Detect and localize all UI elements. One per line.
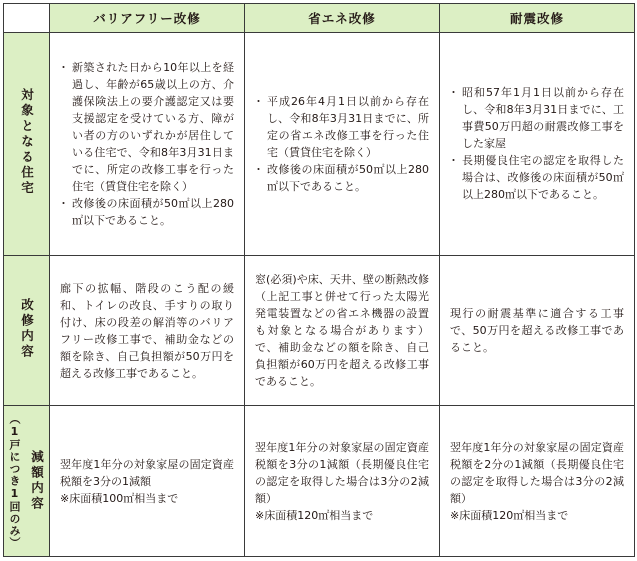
row-label-reduction: 減額内容 [29,450,45,513]
content-energy-text: 窓(必須)や床、天井、壁の断熱改修（上記工事と併せて行った太陽光発電装置などの省エネ機器の設置も対象となる場合があります）で、補助金などの額を除き、自己負担額が60万円を超える改修工事であること。 [255,273,429,389]
reduction-seismic-note: ※床面積120㎡相当まで [450,508,569,522]
header-seismic: 耐震改修 [440,4,635,33]
target-energy-item: ・ 平成26年4月1日以前から存在し、令和8年3月31日までに、所定の省エネ改修工事を行った住宅（賃貸住宅を除く） [255,93,429,161]
row-head-content [4,255,50,406]
row-label-content: 改修内容 [19,297,35,360]
target-seismic-cell [440,33,635,256]
content-energy-cell [245,255,440,406]
content-row [4,255,635,406]
reduction-barrier-free-note: ※床面積100㎡相当まで [60,491,179,505]
header-barrier-free: バリアフリー改修 [50,4,245,33]
content-seismic-text: 現行の耐震基準に適合する工事で、50万円を超える改修工事であること。 [450,307,624,355]
reduction-energy-text: 翌年度1年分の対象家屋の固定資産税額を3分の1減額（長期優良住宅の認定を取得した場合は3分の2減額） [255,440,429,505]
content-barrier-free-text: 廊下の拡幅、階段のこう配の緩和、トイレの改良、手すりの取り付け、床の段差の解消等のバリアフリー改修工事で、補助金などの額を除き、自己負担額が50万円を超える改修工事であること。 [60,281,234,380]
row-head-target [4,33,50,256]
reduction-barrier-free-text: 翌年度1年分の対象家屋の固定資産税額を3分の1減額 [60,457,234,488]
reduction-seismic-text: 翌年度1年分の対象家屋の固定資産税額を2分の1減額（長期優良住宅の認定を取得した場合は3分の2減額） [450,440,624,505]
target-energy-cell [245,33,440,256]
reduction-row [4,406,635,557]
row-label-target: 対象となる住宅 [19,87,35,197]
target-seismic-item: ・ 長期優良住宅の認定を取得した場合は、改修後の床面積が50㎡以上280㎡以下であること。 [450,152,624,203]
header-row [4,4,635,33]
target-energy-item: ・ 改修後の床面積が50㎡以上280㎡以下であること。 [255,161,429,195]
corner-cell [4,4,50,33]
target-row [4,33,635,256]
target-barrier-free-item: ・ 新築された日から10年以上を経過し、年齢が65歳以上の方、介護保険法上の要介護認定又は要支援認定を受けている方、障がい者の方のいずれかが居住している住宅で、令和8年3月31日までに、所定の改修工事を行った住宅（賃貸住宅を除く） [60,59,234,195]
renovation-tax-table [3,3,635,557]
header-energy: 省エネ改修 [245,4,440,33]
row-head-reduction [4,406,50,557]
target-barrier-free-cell [50,33,245,256]
reduction-energy-cell [245,406,440,557]
target-barrier-free-item: ・ 改修後の床面積が50㎡以上280㎡以下であること。 [60,195,234,229]
reduction-barrier-free-cell [50,406,245,557]
content-seismic-cell [440,255,635,406]
content-barrier-free-cell [50,255,245,406]
reduction-energy-note: ※床面積120㎡相当まで [255,508,374,522]
reduction-seismic-cell [440,406,635,557]
target-seismic-item: ・ 昭和57年1月1日以前から存在し、令和8年3月31日までに、工事費50万円超の耐震改修工事をした家屋 [450,84,624,152]
row-sublabel-reduction: （1戸につき1回のみ） [8,413,21,550]
